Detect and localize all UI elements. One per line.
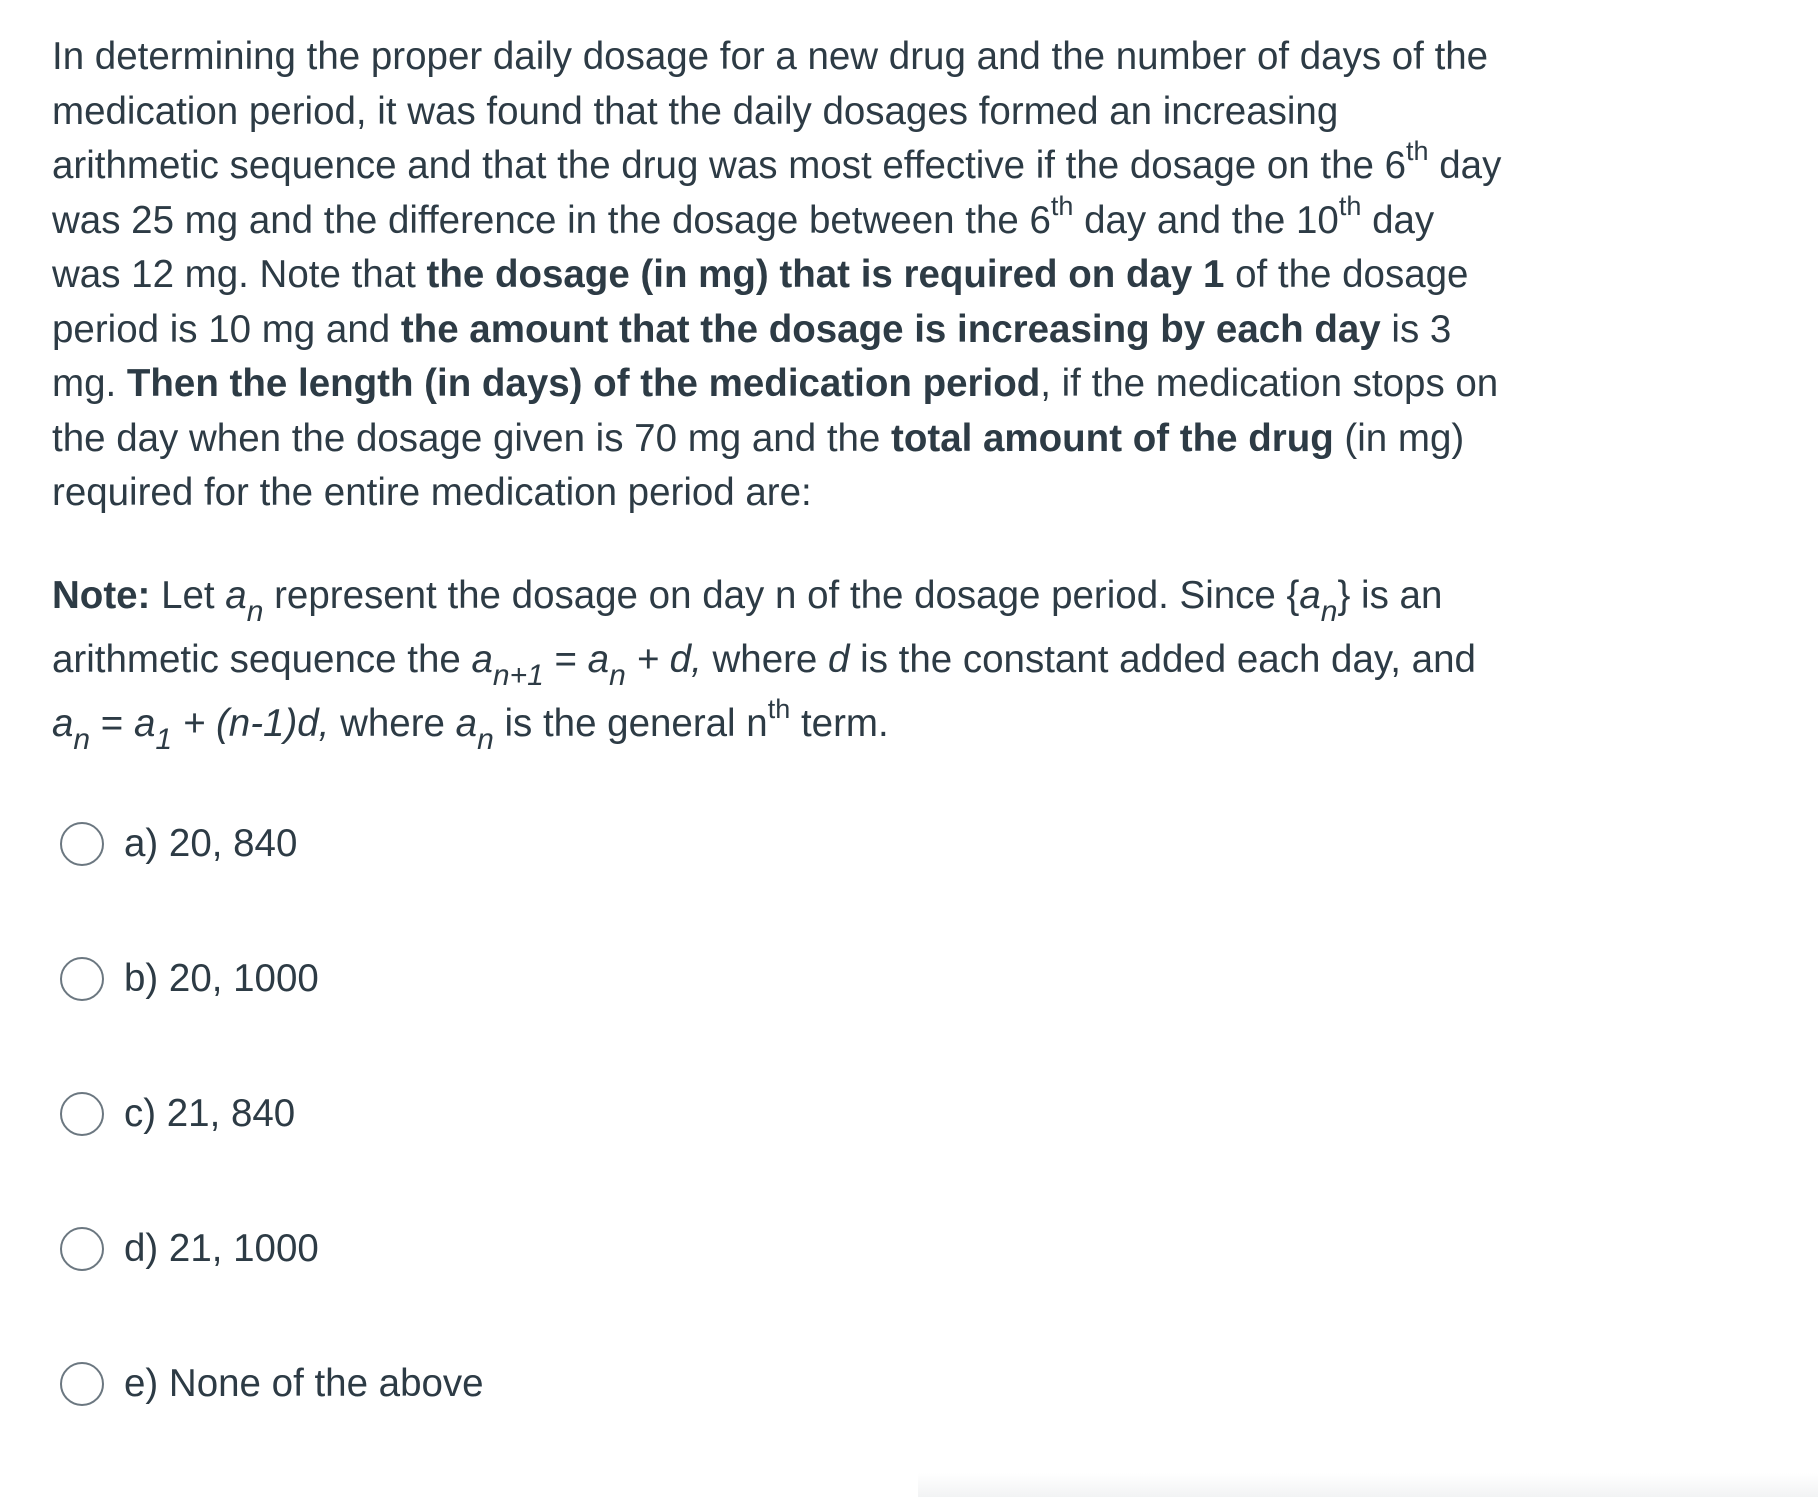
question-stem: In determining the proper daily dosage for a new drug and the number of days of the medication period, it was found that the daily dosages formed an increasing arithmetic sequence and that the drug was most effective if the dosage on the 6th day was 25 mg and the difference in the dosage between the 6th day and the 10th day was 12 mg. Note that the dosage (in mg) that is required on day 1 of the dosage period is 10 mg and the amount that the dosage is increasing by each day is 3 mg. Then the length (in days) of the medication period, if the medication stops on the day when the dosage given is 70 mg and the total amount of the drug (in mg) required for the entire medication period are: — [52, 35, 1502, 514]
answer-label: d) 21, 1000 — [124, 1227, 319, 1270]
answer-label: b) 20, 1000 — [124, 957, 319, 1000]
question-body — [52, 30, 1512, 756]
answer-option-b[interactable] — [60, 949, 319, 1009]
radio-button-icon[interactable] — [60, 1362, 104, 1406]
answer-option-e[interactable] — [60, 1354, 484, 1414]
answer-label: c) 21, 840 — [124, 1092, 296, 1135]
answer-option-a[interactable] — [60, 814, 297, 874]
radio-button-icon[interactable] — [60, 822, 104, 866]
bottom-fade — [918, 1473, 1818, 1497]
radio-button-icon[interactable] — [60, 1092, 104, 1136]
answer-option-d[interactable] — [60, 1219, 319, 1279]
question-note: Note: Let $a_n$ represent the dosage on day n of the dosage period. Since $\{a_n\}$ is an arithmetic sequence the $a_{n+1} = a_n + d$, where d is the constant added each day, and $a_n = a_1 + (n-1)d$, where $a_n$ is the general $n^{th}$ term. — [52, 574, 1476, 756]
radio-button-icon[interactable] — [60, 1227, 104, 1271]
radio-button-icon[interactable] — [60, 957, 104, 1001]
answer-label: e) None of the above — [124, 1362, 484, 1405]
answer-option-c[interactable] — [60, 1084, 295, 1144]
answer-label: a) 20, 840 — [124, 822, 298, 865]
